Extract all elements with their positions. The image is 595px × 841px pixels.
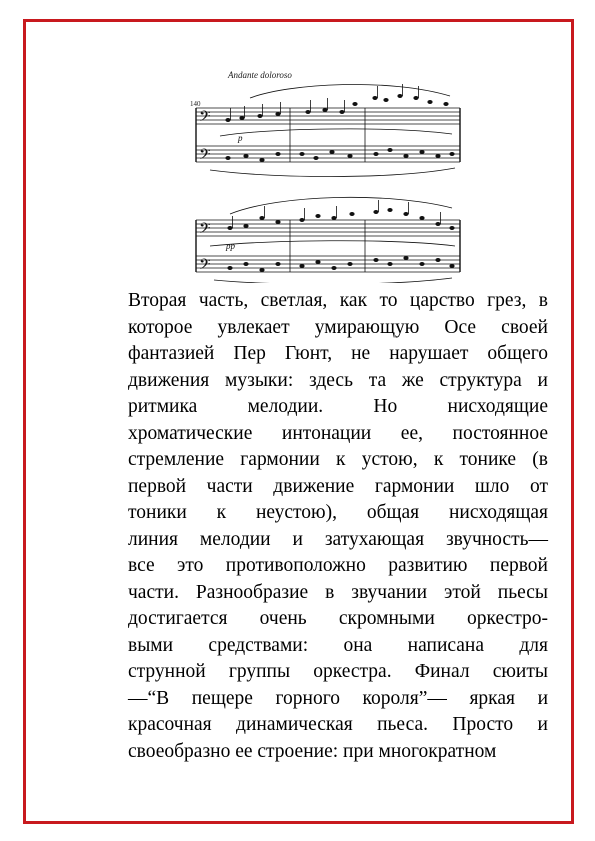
text-line: первой части движение гармонии шло от xyxy=(128,475,548,497)
text-line: красочная динамическая пьеса. Просто и xyxy=(128,714,548,735)
svg-text:𝄢: 𝄢 xyxy=(199,256,211,277)
text-line: части. Разнообразие в звучании этой пьесы xyxy=(128,581,548,603)
text-line: стремление гармонии к устою, к тонике (в xyxy=(128,449,548,470)
music-score-image xyxy=(190,68,470,283)
text-line: движения музыки: здесь та же структура и xyxy=(128,369,548,391)
text-line: струнной группы оркестра. Финал сюиты xyxy=(128,661,548,682)
text-line: своеобразно ее строение: при многократном xyxy=(128,740,497,762)
body-text xyxy=(128,288,548,765)
text-line: хроматические интонации ее, постоянное xyxy=(128,422,548,444)
text-line: Вторая часть, светлая, как то царство грез, в xyxy=(128,290,548,311)
text-line: выми средствами: она написана для xyxy=(128,634,548,656)
text-line: которое увлекает умирающую Осе своей xyxy=(128,316,548,338)
text-line: линия мелодии и затухающая звучность— xyxy=(128,528,548,550)
text-line: все это противоположно развитию первой xyxy=(128,555,548,576)
svg-text:p: p xyxy=(238,133,243,143)
svg-text:𝄢: 𝄢 xyxy=(199,108,211,129)
text-line: —“В пещере горного короля”— яркая и xyxy=(128,687,548,709)
svg-text:pp: pp xyxy=(226,241,235,251)
measure-number: 140 xyxy=(190,100,201,108)
staff-system-1 xyxy=(196,84,460,176)
tempo-marking: Andante doloroso xyxy=(228,70,292,80)
text-line: достигается очень скромными оркестро- xyxy=(128,608,548,629)
note-stems xyxy=(231,84,441,228)
text-line: фантазией Пер Гюнт, не нарушает общего xyxy=(128,343,548,364)
staff-system-2 xyxy=(196,197,460,283)
svg-text:𝄢: 𝄢 xyxy=(199,220,211,241)
svg-text:𝄢: 𝄢 xyxy=(199,146,211,167)
text-line: тоники к неустою), общая нисходящая xyxy=(128,502,548,523)
text-line: ритмика мелодии. Но нисходящие xyxy=(128,396,548,417)
